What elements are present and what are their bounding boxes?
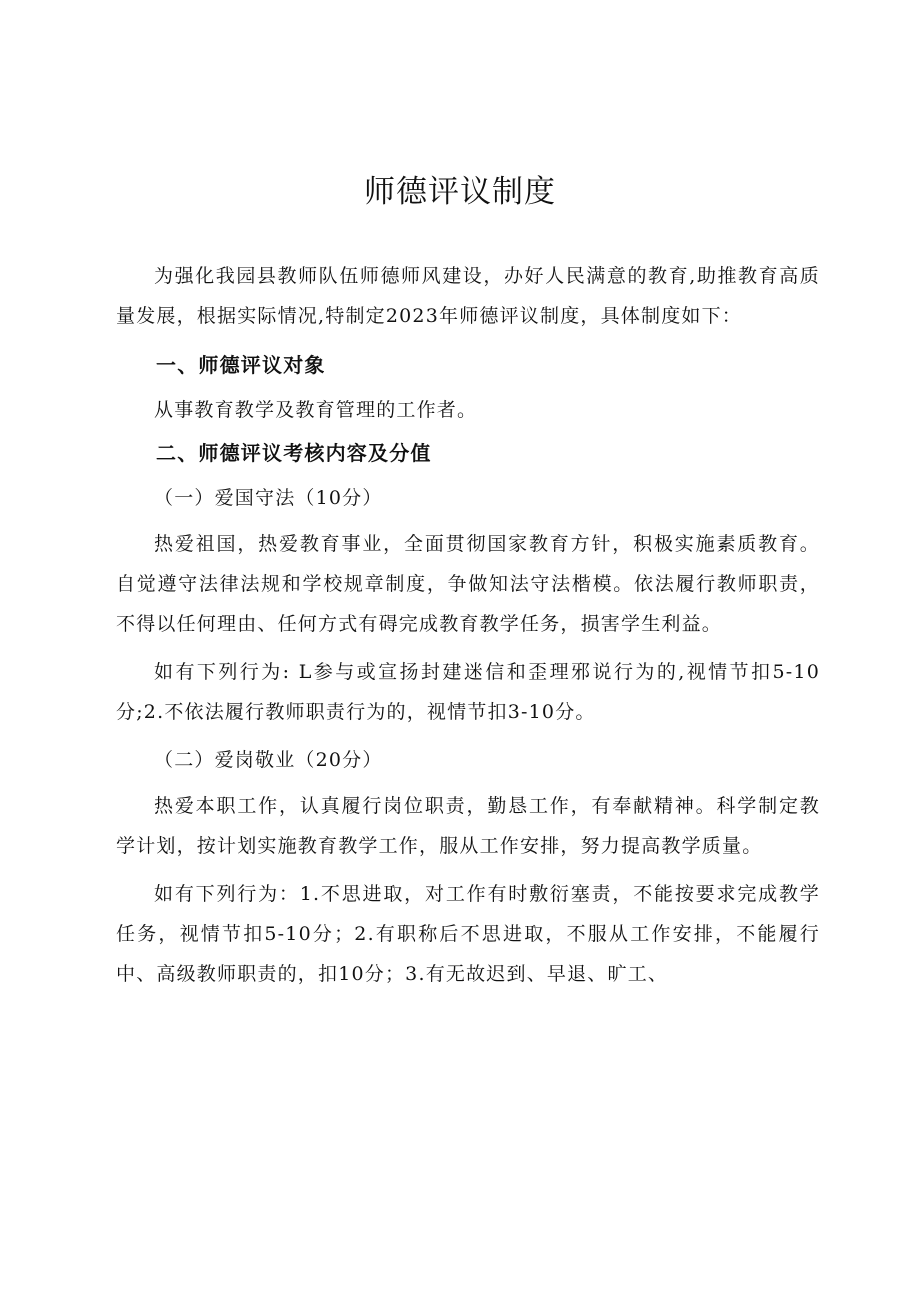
item-patriotism-text: 热爱祖国，热爱教育事业，全面贯彻国家教育方针，积极实施素质教育。自觉遵守法律法规和学校规章制度，争做知法守法楷模。依法履行教师职责，不得以任何理由、任何方式有碍完成教育教学任务，损害学生利益。	[116, 533, 820, 635]
intro-paragraph: 为强化我园县教师队伍师德师风建设，办好人民满意的教育,助推教育高质量发展，根据实际情况,特制定2023年师德评议制度，具体制度如下：	[116, 265, 820, 327]
item-patriotism-deductions: 如有下列行为: L参与或宣扬封建迷信和歪理邪说行为的,视情节扣5-10分;2.不依法履行教师职责行为的，视情节扣3-10分。	[116, 661, 820, 723]
item-dedication-title: （二）爱岗敬业（20分）	[154, 749, 383, 771]
section-heading-targets: 一、师德评议对象	[156, 353, 326, 377]
item-dedication-deductions: 如有下列行为：1.不思进取，对工作有时敷衍塞责，不能按要求完成教学任务，视情节扣5-10分；2.有职称后不思进取，不服从工作安排，不能履行中、高级教师职责的，扣10分；3.有无故迟到、早退、旷工、	[116, 883, 820, 985]
item-dedication-text: 热爱本职工作，认真履行岗位职责，勤恳工作，有奉献精神。科学制定教学计划，按计划实施教育教学工作，服从工作安排，努力提高教学质量。	[116, 795, 820, 857]
section-heading-content: 二、师德评议考核内容及分值	[156, 441, 432, 465]
document-body	[116, 256, 820, 1002]
section-targets-text: 从事教育教学及教育管理的工作者。	[154, 399, 478, 421]
document-title: 师德评议制度	[364, 174, 556, 210]
item-patriotism-title: （一）爱国守法（10分）	[154, 487, 383, 509]
